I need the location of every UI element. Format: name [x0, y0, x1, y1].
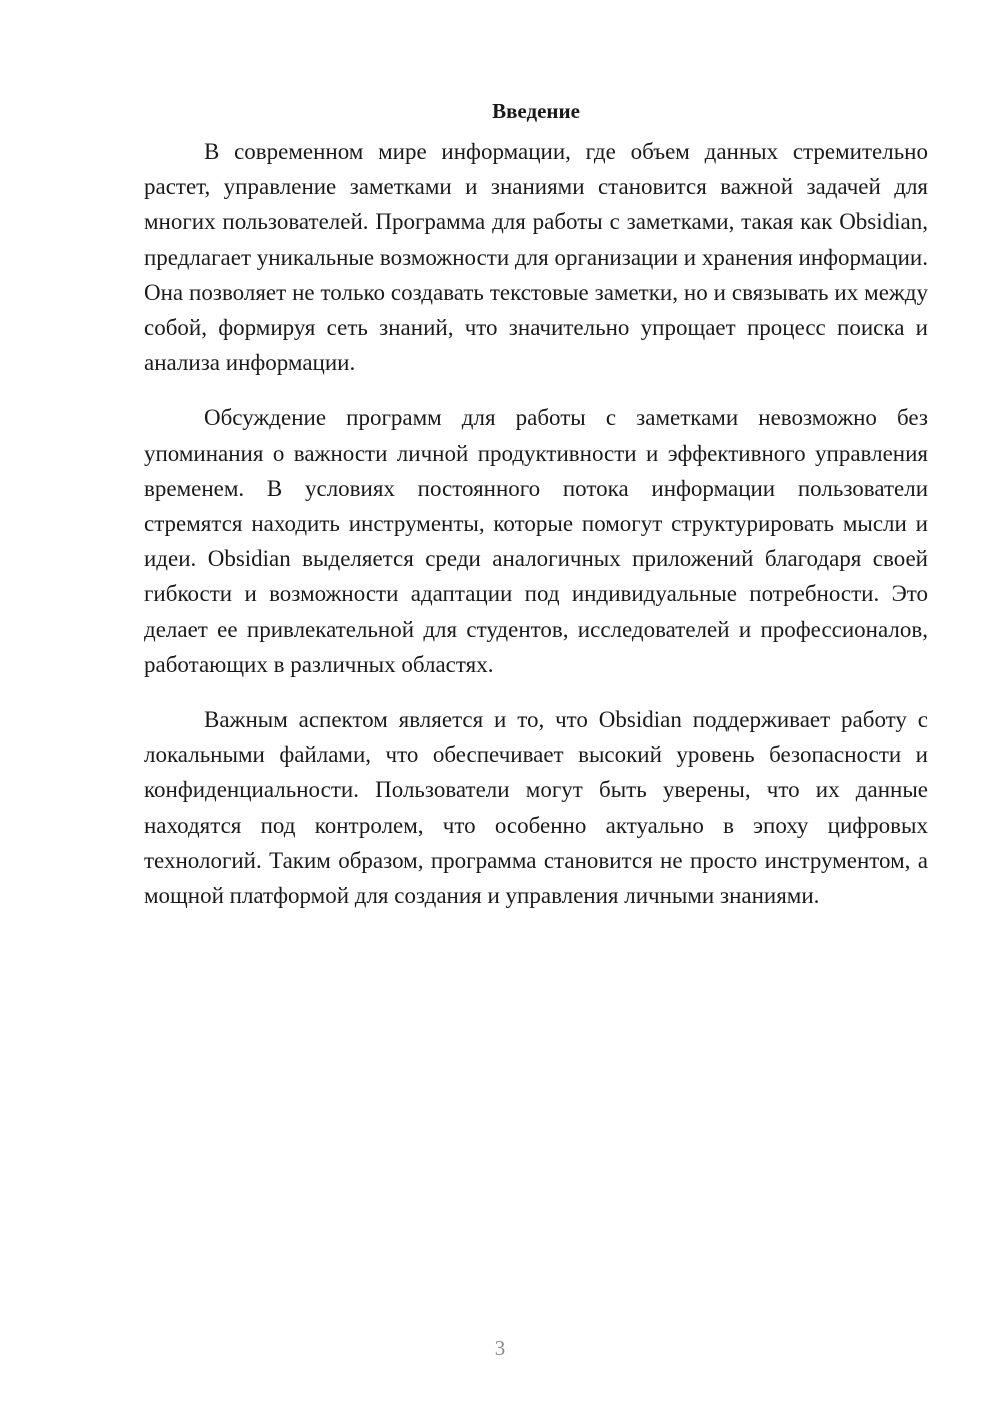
paragraph-3: Важным аспектом является и то, что Obsidian поддерживает работу с локальными файлами, что обеспечивает высокий уровень безопасности и конфиденциальности. Пользователи могут быть уверены, что их данные находятся под контролем, что особенно актуально в эпоху цифровых технологий. Таким образом, программа становится не просто инструментом, а мощной платформой для создания и управления личными знаниями.: [144, 707, 928, 909]
page-content: [144, 94, 928, 933]
paragraph-1: В современном мире информации, где объем данных стремительно растет, управление заметками и знаниями становится важной задачей для многих пользователей. Программа для работы с заметками, такая как Obsidian, предлагает уникальные возможности для организации и хранения информации. Она позволяет не только создавать текстовые заметки, но и связывать их между собой, формируя сеть знаний, что значительно упрощает процесс поиска и анализа информации.: [144, 139, 928, 376]
page-number: 3: [494, 1336, 506, 1360]
section-heading: Введение: [492, 99, 580, 123]
paragraph-2: Обсуждение программ для работы с заметками невозможно без упоминания о важности личной продуктивности и эффективного управления временем. В условиях постоянного потока информации пользователи стремятся находить инструменты, которые помогут структурировать мысли и идеи. Obsidian выделяется среди аналогичных приложений благодаря своей гибкости и возможности адаптации под индивидуальные потребности. Это делает ее привлекательной для студентов, исследователей и профессионалов, работающих в различных областях.: [144, 405, 928, 677]
